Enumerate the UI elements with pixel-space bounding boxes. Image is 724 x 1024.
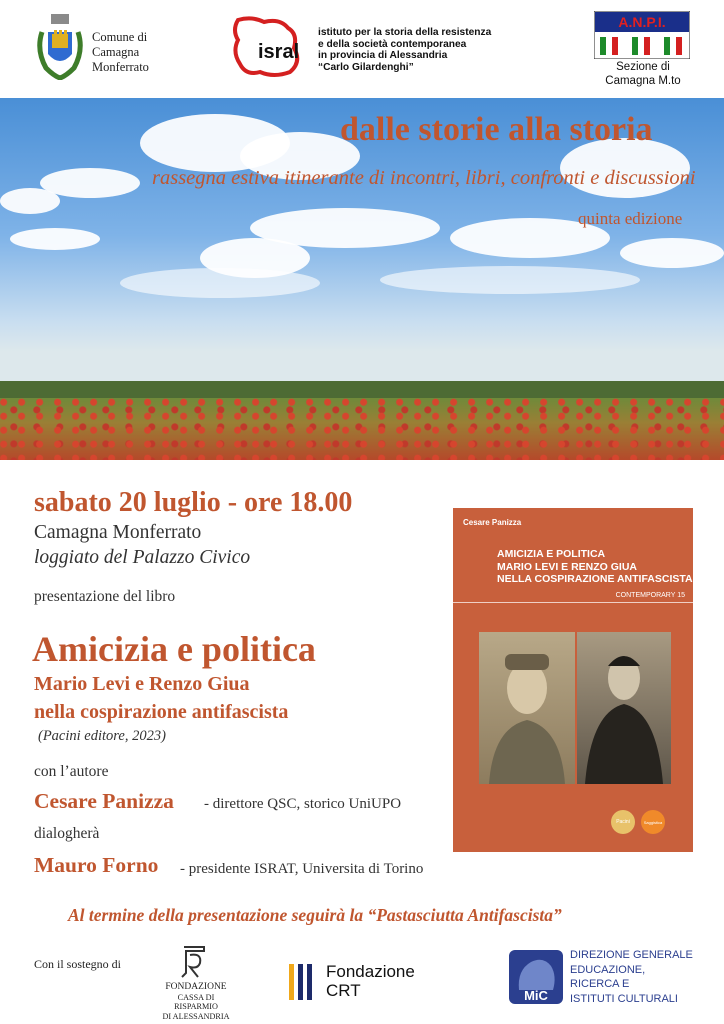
portrait-photo-2 bbox=[577, 632, 671, 784]
isral-logo-icon bbox=[228, 14, 320, 80]
cover-author: Cesare Panizza bbox=[463, 518, 522, 527]
isral-line: istituto per la storia della resistenza bbox=[318, 27, 492, 38]
mic-logo-text: MiC bbox=[524, 988, 548, 1003]
event-date: sabato 20 luglio - ore 18.00 bbox=[34, 487, 353, 518]
closing-note: Al termine della presentazione seguirà la “Pastasciutta Antifascista” bbox=[68, 905, 562, 925]
isral-line: in provincia di Alessandria bbox=[318, 50, 448, 62]
mic-label bbox=[570, 948, 693, 1006]
series-title: dalle storie alla storia bbox=[340, 111, 653, 148]
crt-line: Fondazione bbox=[326, 962, 415, 981]
publisher-badge-text: Pacini bbox=[616, 819, 630, 825]
anpi-line: Camagna M.to bbox=[605, 75, 681, 87]
isral-line: e della società contemporanea bbox=[318, 38, 467, 50]
mic-line: RICERCA E bbox=[570, 978, 630, 990]
mic-line: EDUCAZIONE, bbox=[570, 963, 646, 976]
book-publisher: (Pacini editore, 2023) bbox=[38, 728, 166, 744]
fcr-line: CASSA DI RISPARMIO bbox=[174, 992, 218, 1011]
book-subtitle-2: nella cospirazione antifascista bbox=[34, 701, 289, 723]
portrait-photo-1 bbox=[479, 632, 575, 784]
support-label: Con il sostegno di bbox=[34, 957, 122, 971]
isral-logo-text: isral bbox=[258, 41, 300, 63]
author-role: - direttore QSC, storico UniUPO bbox=[204, 796, 402, 812]
guest-name: Mauro Forno bbox=[34, 853, 159, 877]
poppy-field-banner bbox=[0, 98, 724, 460]
cover-series: CONTEMPORARY 15 bbox=[615, 592, 685, 599]
series-subtitle: rassegna estiva itinerante di incontri, libri, confronti e discussioni bbox=[152, 167, 696, 189]
cover-title bbox=[497, 548, 693, 586]
fondazione-crt-logo-icon bbox=[289, 964, 313, 1000]
guest-role: - presidente ISRAT, Universita di Torino bbox=[180, 861, 424, 877]
mic-line: ISTITUTI CULTURALI bbox=[570, 992, 678, 1005]
event-location: loggiato del Palazzo Civico bbox=[34, 547, 251, 568]
cover-title-line: MARIO LEVI E RENZO GIUA bbox=[497, 560, 638, 573]
cover-title-line: NELLA COSPIRAZIONE ANTIFASCISTA bbox=[497, 573, 693, 585]
fcr-line: DI ALESSANDRIA bbox=[162, 1011, 230, 1021]
fondazione-cra-logo-icon bbox=[178, 943, 210, 979]
comune-line: Camagna bbox=[92, 45, 140, 59]
anpi-line: Sezione di bbox=[616, 61, 670, 73]
cover-title-line: AMICIZIA E POLITICA bbox=[497, 548, 606, 560]
dialogue-label: dialogherà bbox=[34, 825, 100, 842]
comune-line: Monferrato bbox=[92, 60, 149, 74]
fcr-line: FONDAZIONE bbox=[165, 982, 227, 992]
series-edition: quinta edizione bbox=[578, 209, 683, 228]
mic-logo-icon bbox=[509, 950, 563, 1004]
isral-description bbox=[318, 27, 491, 73]
event-place: Camagna Monferrato bbox=[34, 522, 202, 543]
publisher-badge-icon bbox=[611, 810, 635, 834]
anpi-section bbox=[588, 60, 698, 88]
saggistica-badge-icon bbox=[641, 810, 665, 834]
fondazione-crt-label bbox=[326, 962, 415, 1000]
crt-line: CRT bbox=[326, 981, 361, 1000]
fondazione-cra-label bbox=[160, 983, 232, 1021]
mic-line: DIREZIONE GENERALE bbox=[570, 949, 693, 961]
author-name: Cesare Panizza bbox=[34, 789, 174, 813]
saggistica-badge-text: Saggistica bbox=[643, 820, 663, 825]
with-author-label: con l’autore bbox=[34, 763, 109, 780]
book-cover bbox=[453, 508, 693, 852]
isral-line: “Carlo Gilardenghi” bbox=[318, 61, 414, 73]
comune-coat-of-arms-icon bbox=[34, 10, 86, 80]
anpi-logo-text: A.N.P.I. bbox=[618, 14, 666, 30]
book-title: Amicizia e politica bbox=[32, 629, 316, 669]
presentation-intro: presentazione del libro bbox=[34, 588, 176, 605]
book-subtitle-1: Mario Levi e Renzo Giua bbox=[34, 673, 250, 695]
comune-line: Comune di bbox=[92, 30, 148, 44]
anpi-logo-icon bbox=[594, 11, 690, 59]
comune-label bbox=[92, 30, 149, 75]
